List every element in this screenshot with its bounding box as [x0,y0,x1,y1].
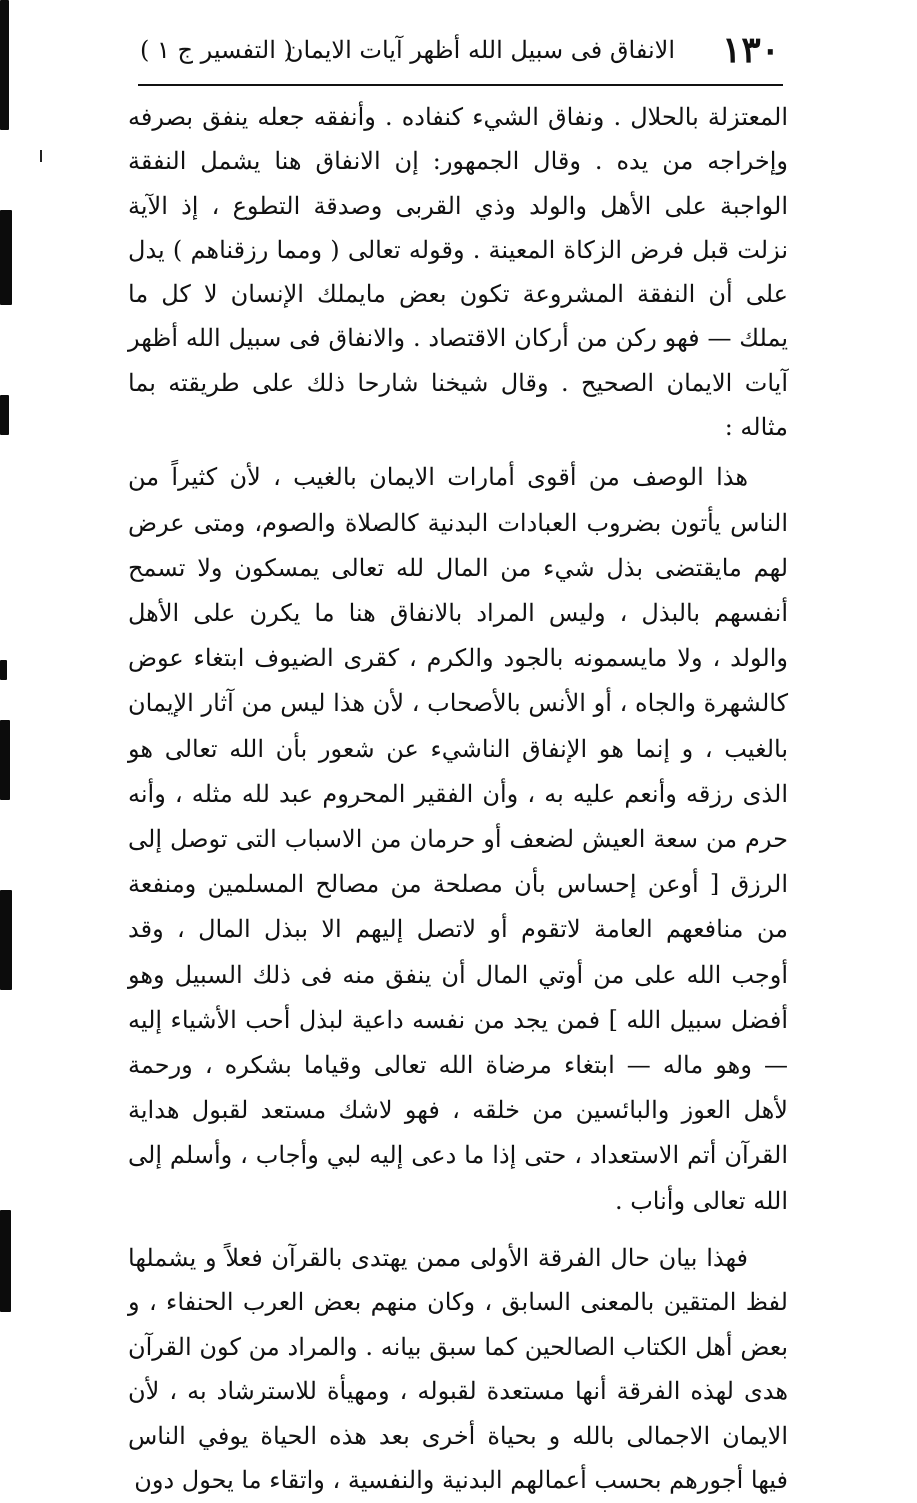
body-text [128,95,788,1503]
page-header [140,28,780,78]
running-title: الانفاق فى سبيل الله أظهر آيات الايمان [285,36,675,64]
page-number: ١٣٠ [721,29,780,71]
scan-edge-mark [0,890,12,990]
scan-edge-mark [0,720,10,800]
scan-edge-mark [0,395,9,435]
scan-edge-mark [0,660,7,680]
scan-speck [40,150,42,162]
scan-edge-mark [0,210,12,305]
header-rule [138,84,783,86]
scan-edge-mark [0,0,9,130]
paragraph: المعتزلة بالحلال . ونفاق الشيء كنفاده . وأنفقه جعله ينفق بصرفه وإخراجه من يده . وقال الجمهور: إن الانفاق هنا يشمل النفقة الواجبة على الأهل والولد وذي القربى وصدقة التطوع ، إذ الآية نزلت قبل فرض الزكاة المعينة . وقوله تعالى ( ومما رزقناهم ) يدل على أن النفقة المشروعة تكون بعض مايملك الإنسان لا كل ما يملك — فهو ركن من أركان الاقتصاد . والانفاق فى سبيل الله أظهر آيات الايمان الصحيح . وقال شيخنا شارحا ذلك على طريقته بما مثاله : [128,103,788,442]
section-label: ( التفسير ج ١ ) [140,36,293,64]
paragraph: فهذا بيان حال الفرقة الأولى ممن يهتدى بالقرآن فعلاً و يشملها لفظ المتقين بالمعنى السابق ، وكان منهم بعض العرب الحنفاء ، و بعض أهل الكتاب الصالحين كما سبق بيانه . والمراد من كون القرآن هدى لهذه الفرقة أنها مستعدة لقبوله ، ومهيأة للاسترشاد به ، لأن الايمان الاجمالى بالله و بحياة أخرى بعد هذه الحياة يوفي الناس فيها أجورهم بحسب أعمالهم البدنية والنفسية ، واتقاء ما يحول دون [128,1243,788,1495]
paragraph: هذا الوصف من أقوى أمارات الايمان بالغيب ، لأن كثيراً من الناس يأتون بضروب العبادات البدنية كالصلاة والصوم، ومتى عرض لهم مايقتضى بذل شيء من المال لله تعالى يمسكون ولا تسمح أنفسهم بالبذل ، وليس المراد بالانفاق هنا ما يكرن على الأهل والولد ، ولا مايسمونه بالجود والكرم ، كقرى الضيوف ابتغاء عوض كالشهرة والجاه ، أو الأنس بالأصحاب ، لأن هذا ليس من آثار الإيمان بالغيب ، و إنما هو الإنفاق الناشيء عن شعور بأن الله تعالى هو الذى رزقه وأنعم عليه به ، وأن الفقير المحروم عبد لله مثله ، وأنه حرم من سعة العيش لضعف أو حرمان من الاسباب التى توصل إلى الرزق [ أوعن إحساس بأن مصلحة من مصالح المسلمين ومنفعة من منافعهم العامة لاتقوم أو لاتصل إليهم الا ببذل المال ، وقد أوجب الله على من أوتي المال أن ينفق منه فى ذلك السبيل وهو أفضل سبيل الله ] فمن يجد من نفسه داعية لبذل أحب الأشياء إليه — وهو ماله — ابتغاء مرضاة الله تعالى وقياما بشكره ، ورحمة لأهل العوز والبائسين من خلقه ، فهو لاشك مستعد لقبول هداية القرآن أتم الاستعداد ، حتى إذا ما دعى إليه لبي وأجاب ، وأسلم إلى الله تعالى وأناب . [128,463,788,1215]
scan-edge-mark [0,1210,11,1312]
